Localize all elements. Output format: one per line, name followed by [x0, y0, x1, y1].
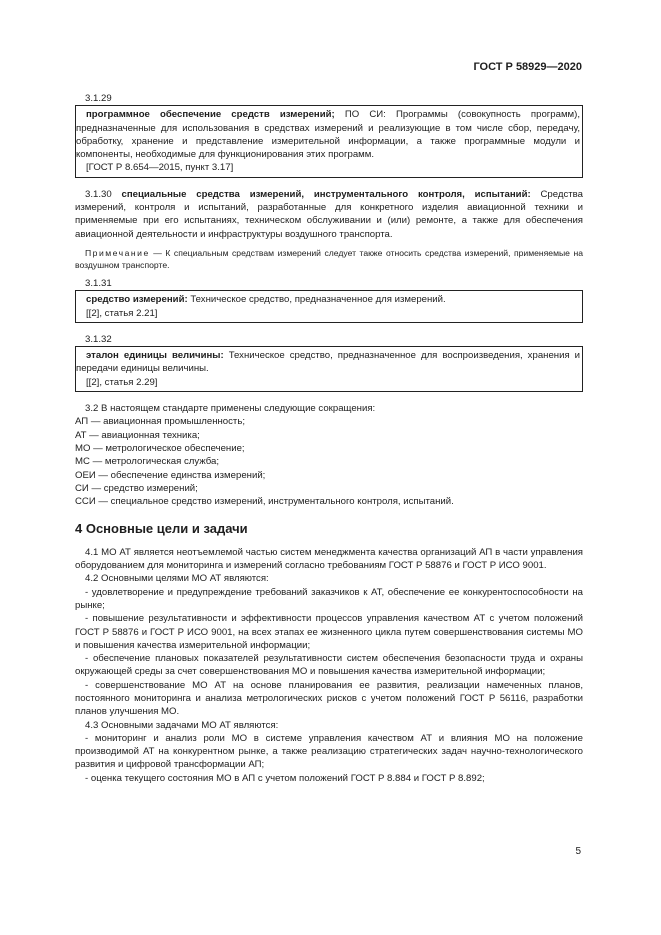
term-box: [75, 290, 583, 323]
abbreviation-item: АП — авиационная промышленность;: [75, 416, 245, 428]
standard-code: ГОСТ Р 58929—2020: [473, 61, 582, 73]
term-definition: [76, 293, 580, 306]
section-paragraph: - совершенствование МО АТ на основе планирования ее развития, реализации намеченных планов, постоянного мониторинга и анализа метрологических рисков с учетом положений ГОСТ Р 56116, разработки планов улучшения МО.: [75, 679, 583, 718]
abbreviation-item: МО — метрологическое обеспечение;: [75, 442, 245, 454]
section-paragraph: - обеспечение плановых показателей результативности систем обеспечения безопасности труда и охраны окружающей среды за счет совершенствования МО и повышения качества измерительной информации;: [75, 653, 583, 678]
term-number: 3.1.32: [85, 333, 112, 345]
term-box: [75, 346, 583, 392]
page-number: 5: [575, 846, 581, 857]
abbreviation-item: ОЕИ — обеспечение единства измерений;: [75, 469, 266, 481]
term-definition: [75, 188, 583, 241]
term-number: 3.1.30: [85, 188, 112, 200]
term-name: средство измерений:: [86, 294, 188, 306]
section-paragraph: - удовлетворение и предупреждение требований заказчиков к АТ, обеспечение ее конкурентоспособности на рынке;: [75, 586, 583, 611]
abbreviation-intro: 3.2 В настоящем стандарте применены следующие сокращения:: [85, 403, 376, 415]
section-paragraph: 4.1 МО АТ является неотъемлемой частью систем менеджмента качества организаций АП в части управления оборудованием для мониторинга и измерений согласно требованиям ГОСТ Р 58876 и ГОСТ Р ИСО 9001.: [75, 546, 583, 572]
note-text: — К специальным средствам измерений следует также относить средства измерений, применяемые на воздушном транспорте.: [75, 247, 583, 270]
note: [75, 247, 583, 271]
term-name: специальные средства измерений, инструментального контроля, испытаний:: [121, 188, 531, 200]
term-name: программное обеспечение средств измерений;: [86, 109, 335, 121]
section-paragraph: - повышение результативности и эффективности процессов управления качеством АТ с учетом положений ГОСТ Р 58876 и ГОСТ Р ИСО 9001, на всех этапах ее жизненного цикла путем совершенствования системы МО и повышения качества измерительной информации;: [75, 613, 583, 651]
term-definition: [76, 108, 580, 161]
term-source: [ГОСТ Р 8.654—2015, пункт 3.17]: [86, 162, 234, 174]
section-title: 4 Основные цели и задачи: [75, 521, 248, 537]
page-content: [75, 92, 583, 785]
term-source: [[2], статья 2.21]: [86, 307, 158, 319]
abbreviation-item: МС — метрологическая служба;: [75, 456, 220, 468]
note-label: Примечание: [85, 247, 150, 258]
term-number: 3.1.31: [85, 277, 112, 289]
abbreviation-item: ССИ — специальное средство измерений, инструментального контроля, испытаний.: [75, 496, 454, 508]
term-text: Средства измерений, контроля и испытаний, разработанные для конкретного изделия авиационной техники и применяемые при его испытаниях, техническом обслуживании и (или) ремонте, а также для обеспечения авиационной деятельности и инфраструктуры воздушного транспорта.: [75, 188, 584, 240]
term-definition: [76, 349, 580, 376]
abbreviation-list: [75, 402, 583, 508]
term-text: Техническое средство, предназначенное для воспроизведения, хранения и передачи единицы величины.: [76, 350, 581, 375]
term-number: 3.1.29: [85, 93, 112, 104]
section-paragraph: 4.3 Основными задачами МО АТ являются:: [85, 719, 279, 731]
abbreviation-item: СИ — средство измерений;: [75, 482, 198, 494]
term-source: [[2], статья 2.29]: [86, 376, 158, 388]
section-paragraph: 4.2 Основными целями МО АТ являются:: [85, 573, 269, 585]
section-paragraph: - мониторинг и анализ роли МО в системе управления качеством АТ и влияния МО на положение производимой АТ на конкурентном рынке, а также реализацию стратегических задач научно-технологического развития и цифровой трансформации АП;: [75, 732, 583, 771]
term-name: эталон единицы величины:: [86, 350, 224, 362]
abbreviation-item: АТ — авиационная техника;: [75, 429, 200, 441]
term-text: ПО СИ: Программы (совокупность программ), предназначенные для использования в средствах измерений и реализующие в том числе сбор, передачу, обработку, хранение и представление измерительной информации, а также программные модули и компоненты, необходимые для функционирования этих программ.: [76, 109, 581, 161]
section-paragraph: - оценка текущего состояния МО в АП с учетом положений ГОСТ Р 8.884 и ГОСТ Р 8.892;: [85, 772, 485, 784]
term-text: Техническое средство, предназначенное для измерений.: [187, 294, 446, 306]
term-box: [75, 105, 583, 177]
